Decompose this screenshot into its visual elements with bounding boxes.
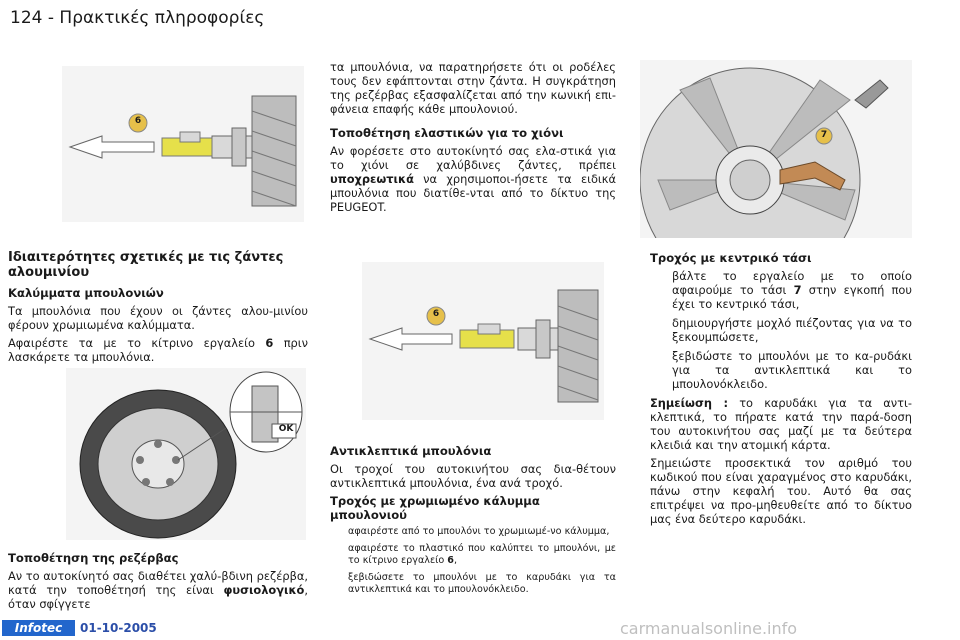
paragraph-anti-theft: Οι τροχοί του αυτοκινήτου σας δια-θέτουν αντικλεπτικά μπουλόνια, ένα ανά τροχό. (330, 462, 616, 490)
figure-spare-wheel (66, 368, 306, 540)
callout-6: 6 (432, 309, 440, 319)
center-cap-illustration (640, 60, 912, 238)
figure-bolt-cover-removal (62, 66, 304, 222)
figure-special-bolt (362, 262, 604, 420)
header-separator: - (47, 8, 54, 28)
page-title: Πρακτικές πληροφορίες (59, 8, 265, 28)
left-column-text-bottom (8, 551, 308, 615)
callout-7: 7 (820, 130, 828, 140)
callout-6: 6 (134, 116, 142, 126)
subheading-anti-theft: Αντικλεπτικά μπουλόνια (330, 444, 492, 458)
paragraph-spare-wheel: Αν το αυτοκίνητό σας διαθέτει χαλύ-βδινη ρεζέρβα, κατά την τοποθέτησή της είναι φυσιολογικό, όταν σφίγγετε (8, 569, 308, 611)
list-item: βάλτε το εργαλείο με το οποίο αφαιρούμε το τάσι 7 στην εγκοπή που έχει το κεντρικό τάσι, (672, 269, 912, 311)
paragraph-washers: τα μπουλόνια, να παρατηρήσετε ότι οι ροδέλες τους δεν εφάπτονται στην ζάντα. Η συγκράτηση της ρεζέρβας εξασφαλίζεται από την κωνική επι-φάνεια επαφής κάθε μπουλονιού. (330, 60, 616, 116)
paragraph-bolt-covers: Τα μπουλόνια που έχουν οι ζάντες αλου-μινίου φέρουν χρωμιωμένα καλύμματα. (8, 304, 308, 332)
right-column-text (650, 251, 912, 530)
paragraph-code-number: Σημειώστε προσεκτικά τον αριθμό του κωδικού που είναι χαραγμένος στο καρυδάκι, πάνω στην κεφαλή του. Αυτό θα σας επιτρέψει να προ-μηθευθείτε από το δίκτυο μας ένα δεύτερο καρυδάκι. (650, 456, 912, 526)
subheading-center-cap: Τροχός με κεντρικό τάσι (650, 251, 812, 265)
special-bolt-illustration (362, 262, 604, 420)
ok-label: OK (278, 424, 294, 434)
spare-wheel-illustration (66, 368, 306, 540)
middle-column-text (330, 60, 616, 218)
list-item: αφαιρέστε από το μπουλόνι το χρωμιωμέ-νο κάλυμμα, (348, 526, 610, 537)
footer-date: 01-10-2005 (80, 621, 157, 635)
chrome-cover-steps (330, 526, 616, 596)
list-item: ξεβιδώστε το μπουλόνι με το κα-ρυδάκι για τα αντικλεπτικά και το μπουλονόκλειδο. (672, 349, 912, 391)
figure-center-cap (640, 60, 912, 238)
middle-column-text-bottom (330, 444, 616, 601)
list-item: ξεβιδώσετε το μπουλόνι με το καρυδάκι για τα αντικλεπτικά και το μπουλονόκλειδο. (348, 572, 616, 595)
subheading-snow-tyres: Τοποθέτηση ελαστικών για το χιόνι (330, 126, 564, 140)
left-column-text (8, 250, 308, 368)
list-item: αφαιρέστε το πλαστικό που καλύπτει το μπουλόνι, με το κίτρινο εργαλείο 6, (348, 543, 616, 566)
subheading-bolt-covers: Καλύμματα μπουλονιών (8, 286, 164, 300)
paragraph-snow-tyres: Αν φορέσετε στο αυτοκίνητό σας ελα-στικά για το χιόνι σε χαλύβδινες ζάντες, πρέπει υποχρεωτικά να χρησιμοποι-ήσετε τα ειδικά μπουλόνια που διατίθε-νται από το δίκτυο της PEUGEOT. (330, 144, 616, 214)
infotec-logo: Infotec (2, 620, 75, 636)
paragraph-remove-covers: Αφαιρέστε τα με το κίτρινο εργαλείο 6 πριν λασκάρετε τα μπουλόνια. (8, 336, 308, 364)
page-number: 124 (10, 8, 43, 28)
subheading-chrome-cover: Τροχός με χρωμιωμένο κάλυμμα μπουλονιού (330, 494, 540, 522)
section-heading-alloy-wheels: Ιδιαιτερότητες σχετικές με τις ζάντες αλουμινίου (8, 250, 284, 280)
subheading-spare-wheel: Τοποθέτηση της ρεζέρβας (8, 551, 179, 565)
tool-number: 6 (265, 336, 274, 350)
list-item: δημιουργήστε μοχλό πιέζοντας για να το ξεκουμπώσετε, (672, 316, 912, 344)
page-header (10, 8, 264, 28)
paragraph-note: Σημείωση : το καρυδάκι για τα αντι-κλεπτικά, το πήρατε κατά την παρά-δοση του αυτοκινήτου σας μαζί με τα δεύτερα κλειδιά και την ατομική κάρτα. (650, 396, 912, 452)
watermark: carmanualsonline.info (620, 619, 798, 638)
bolt-cover-illustration (62, 66, 304, 222)
